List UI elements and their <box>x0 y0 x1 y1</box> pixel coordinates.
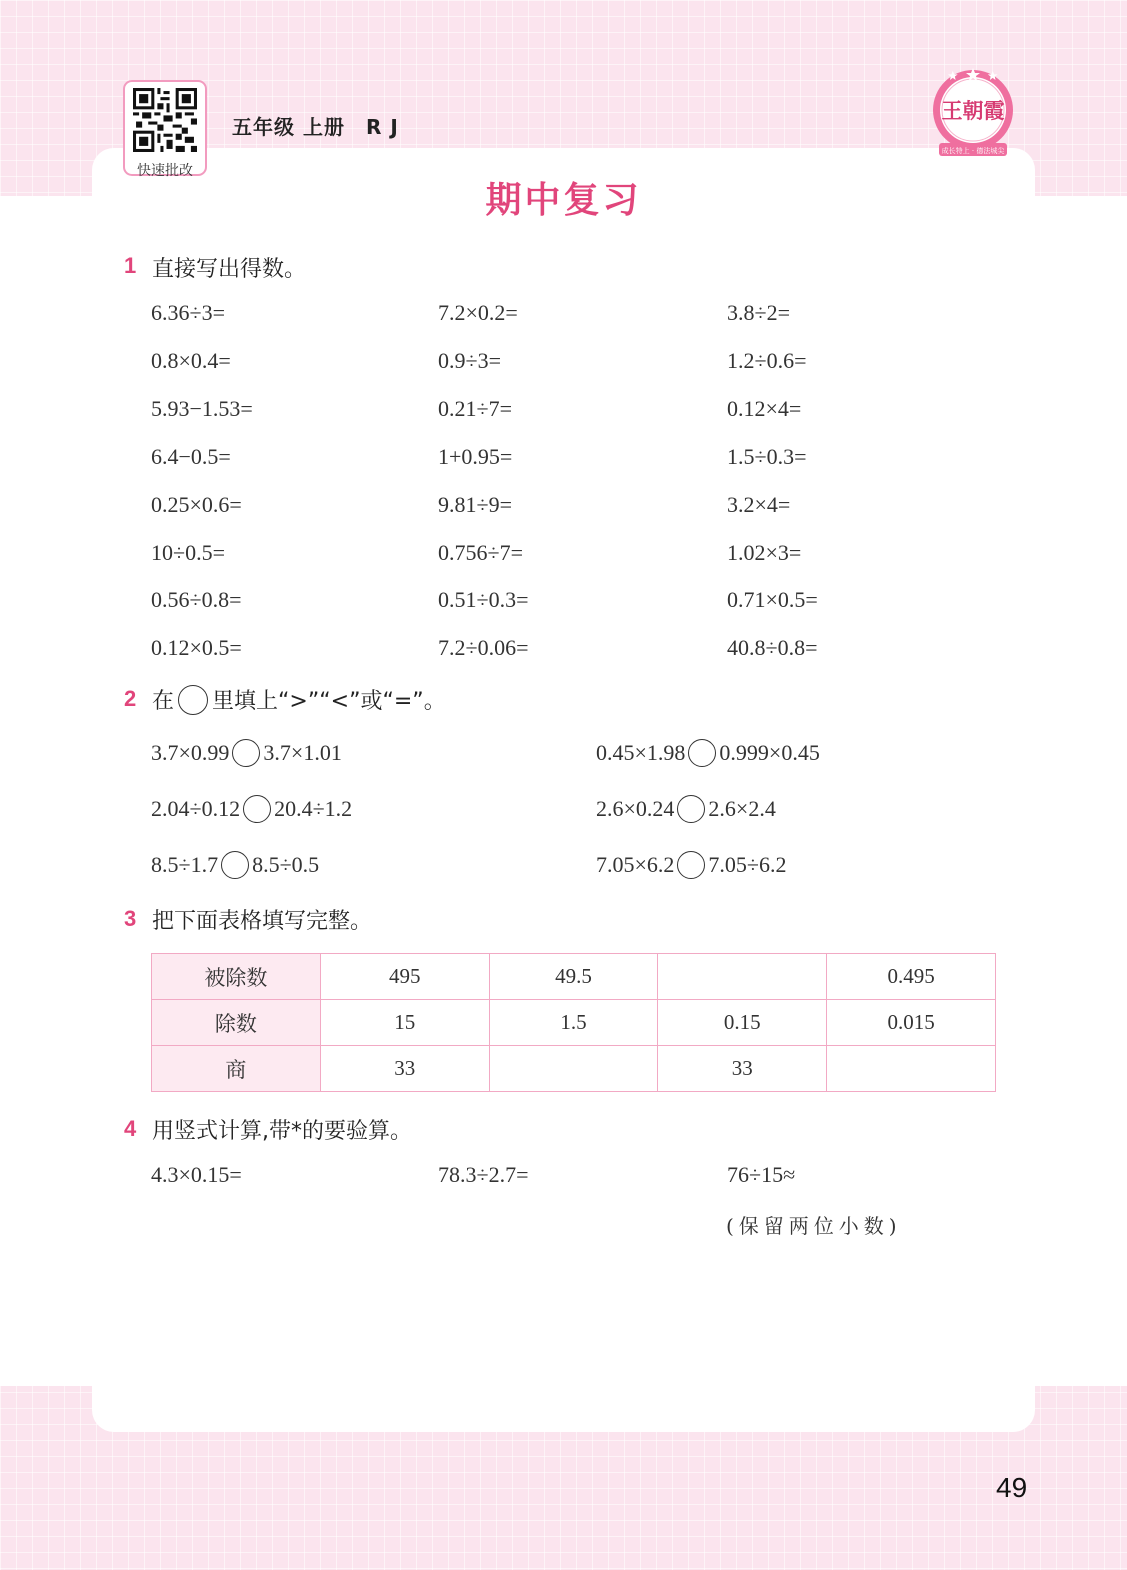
answer-circle[interactable] <box>221 851 249 879</box>
q2-right-expression: 0.999×0.45 <box>719 740 820 765</box>
table-row <box>152 1000 996 1046</box>
q2-text-after: 里填上“>”“<”或“=”。 <box>212 689 446 714</box>
row-header: 商 <box>152 1046 321 1092</box>
table-cell[interactable] <box>658 954 827 1000</box>
table-cell: 33 <box>658 1046 827 1092</box>
compare-circle-icon <box>178 685 208 715</box>
q2-left-expression: 2.6×0.24 <box>596 796 675 821</box>
q1-expression: 1.5÷0.3= <box>727 443 807 469</box>
table-cell: 0.15 <box>658 1000 827 1046</box>
q1-expression: 0.56÷0.8= <box>151 587 242 613</box>
q2-left-expression: 3.7×0.99 <box>151 740 230 765</box>
q1-expression: 0.25×0.6= <box>151 491 242 517</box>
q2-comparison <box>596 740 820 769</box>
svg-text:王朝霞: 王朝霞 <box>941 98 1005 123</box>
q1-expression: 0.8×0.4= <box>151 347 231 373</box>
q1-expression: 10÷0.5= <box>151 539 225 565</box>
q2-comparison <box>596 852 787 881</box>
table-cell: 1.5 <box>489 1000 658 1046</box>
table-row <box>152 1046 996 1092</box>
answer-circle[interactable] <box>243 795 271 823</box>
answer-circle[interactable] <box>677 851 705 879</box>
q1-expression: 5.93−1.53= <box>151 395 253 421</box>
q4-instruction: 用竖式计算,带*的要验算。 <box>152 1119 412 1144</box>
q2-right-expression: 20.4÷1.2 <box>274 796 353 821</box>
q1-number: 1 <box>124 253 137 278</box>
q4-expression: 4.3×0.15= <box>151 1162 242 1187</box>
table-cell: 0.015 <box>827 1000 996 1046</box>
q1-instruction: 直接写出得数。 <box>152 257 307 282</box>
q1-expression: 7.2÷0.06= <box>438 635 529 661</box>
table-cell[interactable] <box>489 1046 658 1092</box>
q2-number: 2 <box>124 686 137 711</box>
q2-comparison <box>151 740 342 769</box>
table-cell: 49.5 <box>489 954 658 1000</box>
q1-expression: 0.9÷3= <box>438 347 501 373</box>
row-header: 被除数 <box>152 954 321 1000</box>
q3-number: 3 <box>124 906 137 931</box>
table-cell: 495 <box>320 954 489 1000</box>
q1-expression: 9.81÷9= <box>438 491 512 517</box>
q2-right-expression: 3.7×1.01 <box>263 740 342 765</box>
q1-expression: 0.12×4= <box>727 395 802 421</box>
q1-expression: 7.2×0.2= <box>438 300 518 325</box>
page-number: 49 <box>996 1472 1028 1503</box>
q2-right-expression: 8.5÷0.5 <box>252 852 320 877</box>
grade-label: 五年级 上册 R J <box>232 115 399 139</box>
q4-number: 4 <box>124 1116 137 1141</box>
qr-code-panel[interactable] <box>123 80 207 179</box>
q1-expression: 3.8÷2= <box>727 300 790 325</box>
q4-expression: 78.3÷2.7= <box>438 1162 529 1187</box>
q2-text-before: 在 <box>152 689 175 714</box>
answer-circle[interactable] <box>688 739 716 767</box>
table-cell: 33 <box>320 1046 489 1092</box>
q2-instruction <box>152 684 446 717</box>
q1-expression: 6.4−0.5= <box>151 443 231 469</box>
qr-caption: 快速批改 <box>137 163 193 179</box>
q1-expression: 0.21÷7= <box>438 395 512 421</box>
page-title: 期中复习 <box>485 180 642 221</box>
content-card <box>92 148 1035 1432</box>
q2-left-expression: 8.5÷1.7 <box>151 852 219 877</box>
q2-left-expression: 7.05×6.2 <box>596 852 675 877</box>
answer-circle[interactable] <box>677 795 705 823</box>
q1-expression: 1.2÷0.6= <box>727 347 807 373</box>
q1-expression: 3.2×4= <box>727 491 791 517</box>
q2-right-expression: 7.05÷6.2 <box>708 852 787 877</box>
q1-expression: 40.8÷0.8= <box>727 635 818 661</box>
q2-left-expression: 2.04÷0.12 <box>151 796 241 821</box>
q4-rounding-note: (保留两位小数) <box>726 1214 902 1238</box>
row-header: 除数 <box>152 1000 321 1046</box>
division-table <box>151 953 996 1092</box>
q1-expression: 1+0.95= <box>438 443 513 469</box>
brand-logo-icon <box>929 66 1017 162</box>
q1-expression: 1.02×3= <box>727 539 802 565</box>
q3-instruction: 把下面表格填写完整。 <box>152 909 373 934</box>
q1-expression: 0.756÷7= <box>438 539 523 565</box>
svg-text:成长特上 · 德法城尖: 成长特上 · 德法城尖 <box>941 147 1005 155</box>
table-cell[interactable] <box>827 1046 996 1092</box>
table-row <box>152 954 996 1000</box>
q2-comparison <box>151 796 352 825</box>
qr-code-icon <box>133 88 197 152</box>
q2-comparison <box>596 796 776 825</box>
q2-comparison <box>151 852 319 881</box>
table-cell: 0.495 <box>827 954 996 1000</box>
q4-expression: 76÷15≈ <box>727 1162 796 1187</box>
q2-right-expression: 2.6×2.4 <box>708 796 776 821</box>
table-cell: 15 <box>320 1000 489 1046</box>
q1-expression: 0.51÷0.3= <box>438 587 529 613</box>
q1-expression: 6.36÷3= <box>151 300 225 325</box>
q2-left-expression: 0.45×1.98 <box>596 740 686 765</box>
q1-expression: 0.12×0.5= <box>151 635 242 661</box>
q1-expression: 0.71×0.5= <box>727 587 818 613</box>
answer-circle[interactable] <box>232 739 260 767</box>
